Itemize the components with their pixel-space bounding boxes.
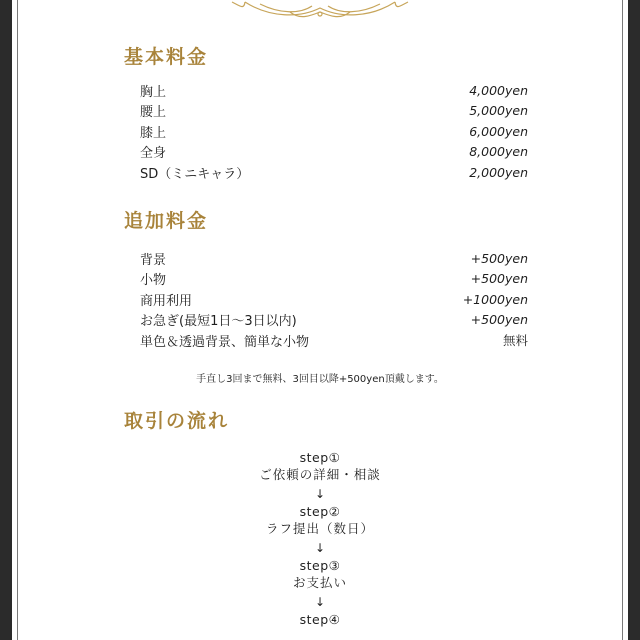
price-row — [140, 80, 528, 101]
price-item-value: 4,000yen — [469, 82, 528, 98]
price-row — [140, 142, 528, 163]
basic-fee-title: 基本料金 — [124, 46, 209, 68]
price-row — [140, 289, 528, 310]
additional-fee-title: 追加料金 — [124, 210, 209, 232]
ornament-flourish-icon — [230, 0, 410, 22]
price-row — [140, 101, 528, 122]
flow-step-desc: お支払い — [292, 575, 347, 590]
price-item-value: +500yen — [470, 271, 528, 287]
down-arrow-icon: ↓ — [314, 541, 326, 555]
price-item-label: 小物 — [140, 273, 167, 289]
price-row — [140, 162, 528, 183]
additional-fee-list — [140, 248, 528, 351]
flow-step-label: step② — [299, 504, 341, 519]
price-item-value: +500yen — [470, 250, 528, 266]
down-arrow-icon: ↓ — [314, 487, 326, 501]
price-item-label: 商用利用 — [140, 293, 193, 309]
price-item-label: 単色＆透過背景、簡単な小物 — [140, 334, 310, 350]
price-item-label: お急ぎ(最短1日〜3日以内) — [140, 314, 297, 330]
price-item-value: +500yen — [470, 312, 528, 328]
transaction-flow — [0, 450, 640, 627]
retouch-note: 手直し3回まで無料、3回目以降+500yen頂戴します。 — [196, 374, 444, 385]
flow-title: 取引の流れ — [124, 410, 230, 432]
price-item-value: 6,000yen — [469, 123, 528, 139]
price-item-label: 背景 — [140, 252, 167, 268]
price-item-value: 無料 — [502, 333, 528, 349]
price-item-label: 膝上 — [140, 125, 167, 141]
flow-step-label: step④ — [299, 612, 341, 627]
price-row — [140, 248, 528, 269]
price-row — [140, 330, 528, 351]
price-item-value: 2,000yen — [469, 164, 528, 180]
flow-step-desc: ご依頼の詳細・相談 — [259, 467, 381, 482]
price-item-label: 腰上 — [140, 105, 167, 121]
flow-step-label: step① — [299, 450, 341, 465]
flow-step-desc: ラフ提出（数日） — [265, 521, 374, 536]
price-row — [140, 121, 528, 142]
price-item-value: 8,000yen — [469, 144, 528, 160]
price-item-value: 5,000yen — [469, 103, 528, 119]
price-row — [140, 269, 528, 290]
price-item-label: 全身 — [140, 146, 167, 162]
price-row — [140, 310, 528, 331]
down-arrow-icon: ↓ — [314, 595, 326, 609]
basic-fee-list — [140, 80, 528, 183]
price-item-label: 胸上 — [140, 84, 167, 100]
price-item-label: SD（ミニキャラ） — [140, 166, 250, 182]
flow-step-label: step③ — [299, 558, 341, 573]
price-item-value: +1000yen — [462, 291, 528, 307]
